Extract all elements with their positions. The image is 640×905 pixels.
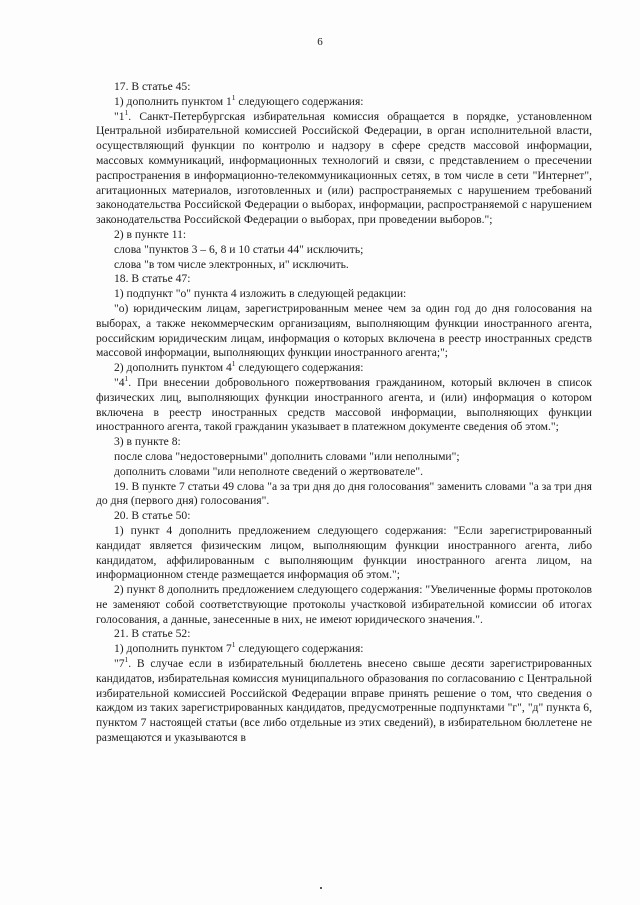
- paragraph-18-3-b: дополнить словами "или неполноте сведений о жертвователе".: [114, 464, 424, 478]
- paragraph-21-1-text: "$7^1$. В случае если в избирательный бюллетень внесено свыше десяти зарегистрированных кандидатов, избирательная комиссия муниципального образования по согласованию с Центральной избирательной комиссией Российской Федерации вправе принять решение о том, что сведения о каждом из таких зарегистрированных кандидатов, предусмотренные подпунктами "г", "д" пункта 6, пунктом 7 настоящей статьи (все либо отдельные из этих сведений), в избирательном бюллетене не размещаются и указываются в: [96, 655, 592, 745]
- paragraph-18-1: 1) подпункт "о" пункта 4 изложить в следующей редакции:: [114, 287, 407, 301]
- scan-dot: [320, 887, 322, 889]
- paragraph-18-3-a: после слова "недостоверными" дополнить словами "или неполными";: [114, 449, 460, 463]
- paragraph-17-2: 2) в пункте 11:: [114, 227, 187, 241]
- paragraph-17-1: 1) дополнить пунктом $1^1$ следующего содержания:: [114, 92, 364, 108]
- paragraph-18-1-text: "о) юридическим лицам, зарегистрированным менее чем за один год до дня голосования на выборах, а также некоммерческим организациям, выполняющим функции иностранного агента, российским юридическим лицам, информация о которых включена в реестр иностранных средств массовой информации, выполняющих функции иностранного агента;";: [96, 301, 592, 360]
- paragraph-20-heading: 20. В статье 50:: [114, 509, 191, 523]
- page-number: 6: [317, 36, 323, 48]
- paragraph-18-heading: 18. В статье 47:: [114, 272, 191, 286]
- paragraph-21-heading: 21. В статье 52:: [114, 627, 191, 641]
- paragraph-20-2: 2) пункт 8 дополнить предложением следующего содержания: "Увеличенные формы протоколов не заменяют собой соответствующие протоколы участковой избирательной комиссии об итогах голосования, а данные, занесенные в них, не имеют юридического значения.".: [96, 583, 592, 626]
- paragraph-17-2-b: слова "в том числе электронных, и" исключить.: [114, 257, 349, 271]
- paragraph-21-1: 1) дополнить пунктом $7^1$ следующего содержания:: [114, 640, 364, 656]
- paragraph-20-1: 1) пункт 4 дополнить предложением следующего содержания: "Если зарегистрированный кандидат является физическим лицом, выполняющим функции иностранного агента, либо кандидатом, аффилированным с выполняющим функции иностранного агента лицом, на информационном стенде размещается информация об этом.";: [96, 523, 592, 582]
- paragraph-18-3: 3) в пункте 8:: [114, 435, 181, 449]
- paragraph-17-heading: 17. В статье 45:: [114, 80, 191, 93]
- paragraph-18-2-text: "$4^1$. При внесении добровольного пожертвования гражданином, который включен в список физических лиц, выполняющих функции иностранного агента, и (или) информация о котором включена в реестр иностранных средств массовой информации, выполняющих функции иностранного агента, такой гражданин указывает в платежном документе сведения об этом.";: [96, 374, 592, 434]
- paragraph-19: 19. В пункте 7 статьи 49 слова "а за три дня до дня голосования" заменить словами "а за три дня до дня (первого дня) голосования".: [96, 479, 592, 508]
- paragraph-17-2-a: слова "пунктов 3 – 6, 8 и 10 статьи 44" исключить;: [114, 242, 364, 256]
- paragraph-17-1-text: "$1^1$. Санкт-Петербургская избирательная комиссия обращается в порядке, установленном Центральной избирательной комиссией Российской Федерации, в орган исполнительной власти, осуществляющий функции по контролю и надзору в сфере средств массовой информации, массовых коммуникаций, информационных технологий и связи, с представлением о пресечении распространения в информационно-телекоммуникационных сетях, в том числе в сети "Интернет", агитационных материалов, изготовленных и (или) распространяемых с нарушением требований законодательства Российской Федерации о выборах, информации, распространяемой с нарушением законодательства Российской Федерации о выборах, при проведении выборов.";: [96, 107, 592, 227]
- paragraph-18-2: 2) дополнить пунктом $4^1$ следующего содержания:: [114, 359, 364, 375]
- document-body: [96, 80, 592, 746]
